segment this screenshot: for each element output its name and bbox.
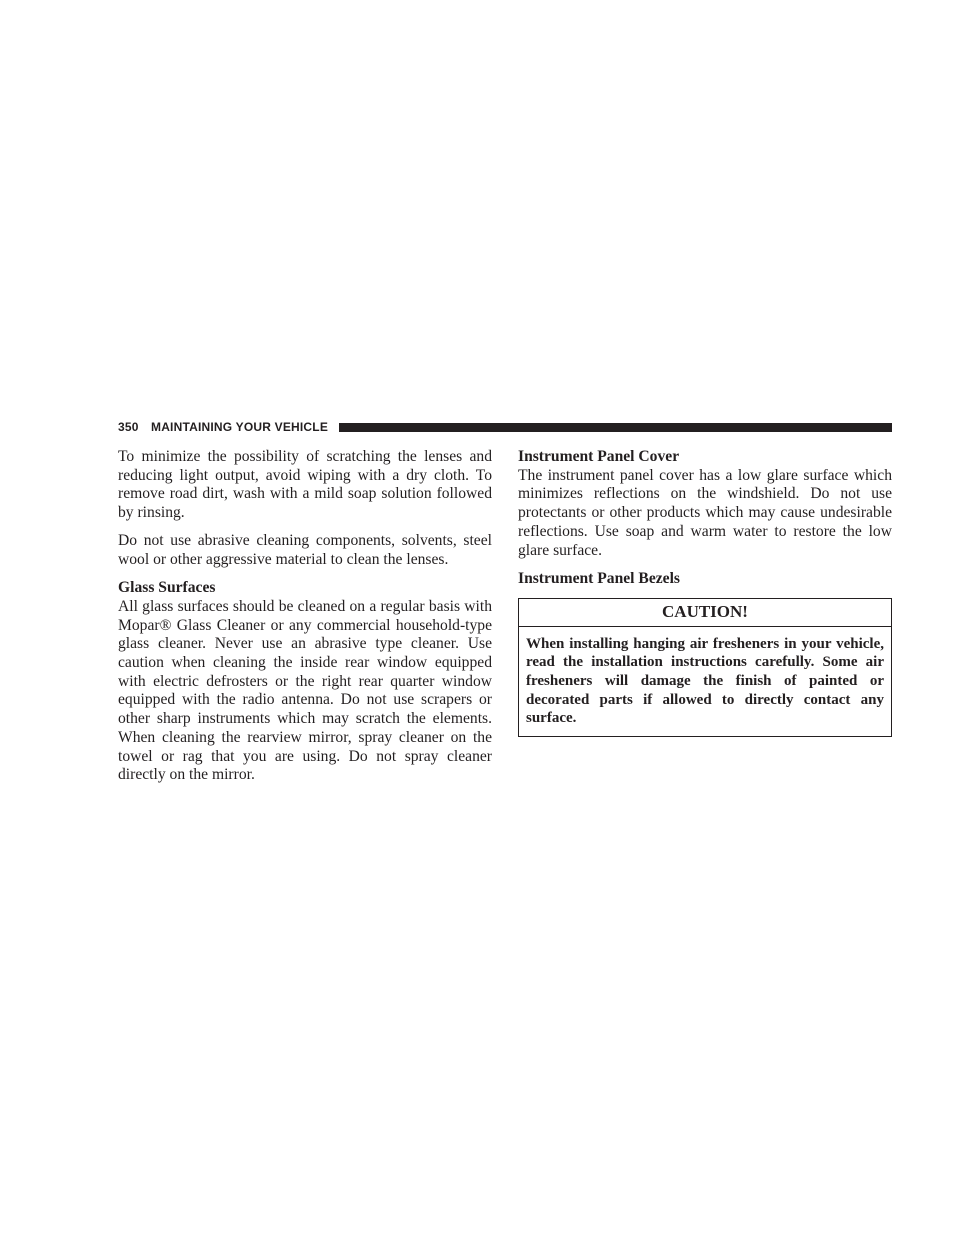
- header-rule: [339, 423, 892, 432]
- page-number: 350: [118, 420, 139, 434]
- page-header: [118, 419, 892, 437]
- caution-box: [518, 598, 892, 737]
- instrument-panel-cover-section: [518, 448, 892, 560]
- right-column: [518, 448, 892, 737]
- caution-heading: CAUTION!: [519, 599, 891, 627]
- left-column: [118, 448, 492, 794]
- section-title: MAINTAINING YOUR VEHICLE: [151, 420, 329, 434]
- instrument-panel-bezels-section: [518, 570, 892, 589]
- instrument-panel-cover-body: The instrument panel cover has a low glare surface which minimizes reflections on the windshield. Do not use protectants or other products which may cause undesirable reflections. Use soap and warm water to restore the low glare surface.: [518, 466, 892, 559]
- lens-cleaning-paragraph: To minimize the possibility of scratching the lenses and reducing light output, avoid wiping with a dry cloth. To remove road dirt, wash with a mild soap solution followed by rinsing.: [118, 448, 492, 522]
- glass-surfaces-heading: Glass Surfaces: [118, 579, 216, 597]
- glass-surfaces-section: [118, 579, 492, 785]
- instrument-panel-cover-heading: Instrument Panel Cover: [518, 448, 680, 465]
- caution-text: When installing hanging air fresheners in your vehicle, read the installation instructions carefully. Some air fresheners will damage the finish of painted or decorated parts if allowed to directly contact any surface.: [526, 635, 884, 727]
- instrument-panel-bezels-heading: Instrument Panel Bezels: [518, 569, 680, 587]
- glass-surfaces-body: All glass surfaces should be cleaned on a regular basis with Mopar® Glass Cleaner or any commercial household-type glass cleaner. Never use an abrasive type cleaner. Use caution when cleaning the inside rear window equipped with electric defrosters or the right rear quarter window equipped with the radio antenna. Do not use scrapers or other sharp instruments which may scratch the elements. When cleaning the rearview mirror, spray cleaner on the towel or rag that you are using. Do not spray cleaner directly on the mirror.: [118, 597, 492, 784]
- abrasive-warning-paragraph: Do not use abrasive cleaning components, solvents, steel wool or other aggressive material to clean the lenses.: [118, 532, 492, 569]
